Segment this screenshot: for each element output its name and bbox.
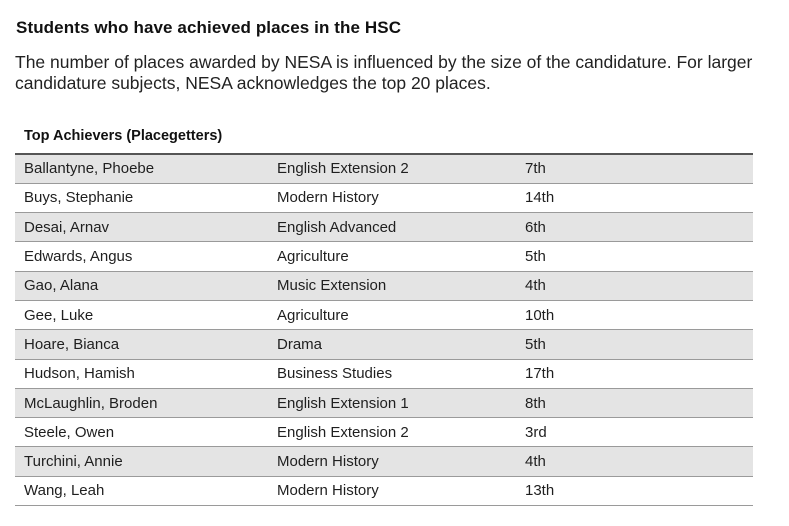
place-cell: 4th bbox=[516, 447, 753, 476]
student-name-cell: Turchini, Annie bbox=[15, 447, 268, 476]
student-name-cell: Desai, Arnav bbox=[15, 213, 268, 242]
table-row bbox=[15, 476, 753, 505]
subject-cell: Drama bbox=[268, 330, 516, 359]
place-cell: 8th bbox=[516, 388, 753, 417]
student-name-cell: McLaughlin, Broden bbox=[15, 388, 268, 417]
student-name-cell: Wang, Leah bbox=[15, 476, 268, 505]
subject-cell: Modern History bbox=[268, 183, 516, 212]
table-row bbox=[15, 242, 753, 271]
table-row bbox=[15, 154, 753, 183]
place-cell: 17th bbox=[516, 359, 753, 388]
place-cell: 14th bbox=[516, 183, 753, 212]
student-name-cell: Gee, Luke bbox=[15, 300, 268, 329]
intro-paragraph: The number of places awarded by NESA is influenced by the size of the candidature. For larger candidature subjects, NESA acknowledges the top 20 places. bbox=[15, 52, 753, 93]
place-cell: 3rd bbox=[516, 418, 753, 447]
place-cell: 4th bbox=[516, 271, 753, 300]
table-row bbox=[15, 388, 753, 417]
page-title: Students who have achieved places in the HSC bbox=[16, 18, 402, 37]
table-row bbox=[15, 330, 753, 359]
student-name-cell: Buys, Stephanie bbox=[15, 183, 268, 212]
subject-cell: Modern History bbox=[268, 447, 516, 476]
table-row bbox=[15, 183, 753, 212]
subject-cell: English Advanced bbox=[268, 213, 516, 242]
student-name-cell: Steele, Owen bbox=[15, 418, 268, 447]
table-row bbox=[15, 271, 753, 300]
table-row bbox=[15, 418, 753, 447]
student-name-cell: Edwards, Angus bbox=[15, 242, 268, 271]
subject-cell: Modern History bbox=[268, 476, 516, 505]
subject-cell: Business Studies bbox=[268, 359, 516, 388]
subject-cell: Agriculture bbox=[268, 300, 516, 329]
table-row bbox=[15, 359, 753, 388]
place-cell: 5th bbox=[516, 242, 753, 271]
subject-cell: English Extension 2 bbox=[268, 154, 516, 183]
place-cell: 13th bbox=[516, 476, 753, 505]
subject-cell: Music Extension bbox=[268, 271, 516, 300]
table-row bbox=[15, 300, 753, 329]
placegetters-table bbox=[15, 153, 753, 506]
table-caption: Top Achievers (Placegetters) bbox=[24, 128, 223, 144]
subject-cell: English Extension 2 bbox=[268, 418, 516, 447]
place-cell: 10th bbox=[516, 300, 753, 329]
student-name-cell: Gao, Alana bbox=[15, 271, 268, 300]
student-name-cell: Hoare, Bianca bbox=[15, 330, 268, 359]
subject-cell: English Extension 1 bbox=[268, 388, 516, 417]
table-row bbox=[15, 213, 753, 242]
table-row bbox=[15, 447, 753, 476]
student-name-cell: Ballantyne, Phoebe bbox=[15, 154, 268, 183]
place-cell: 7th bbox=[516, 154, 753, 183]
subject-cell: Agriculture bbox=[268, 242, 516, 271]
place-cell: 5th bbox=[516, 330, 753, 359]
student-name-cell: Hudson, Hamish bbox=[15, 359, 268, 388]
place-cell: 6th bbox=[516, 213, 753, 242]
